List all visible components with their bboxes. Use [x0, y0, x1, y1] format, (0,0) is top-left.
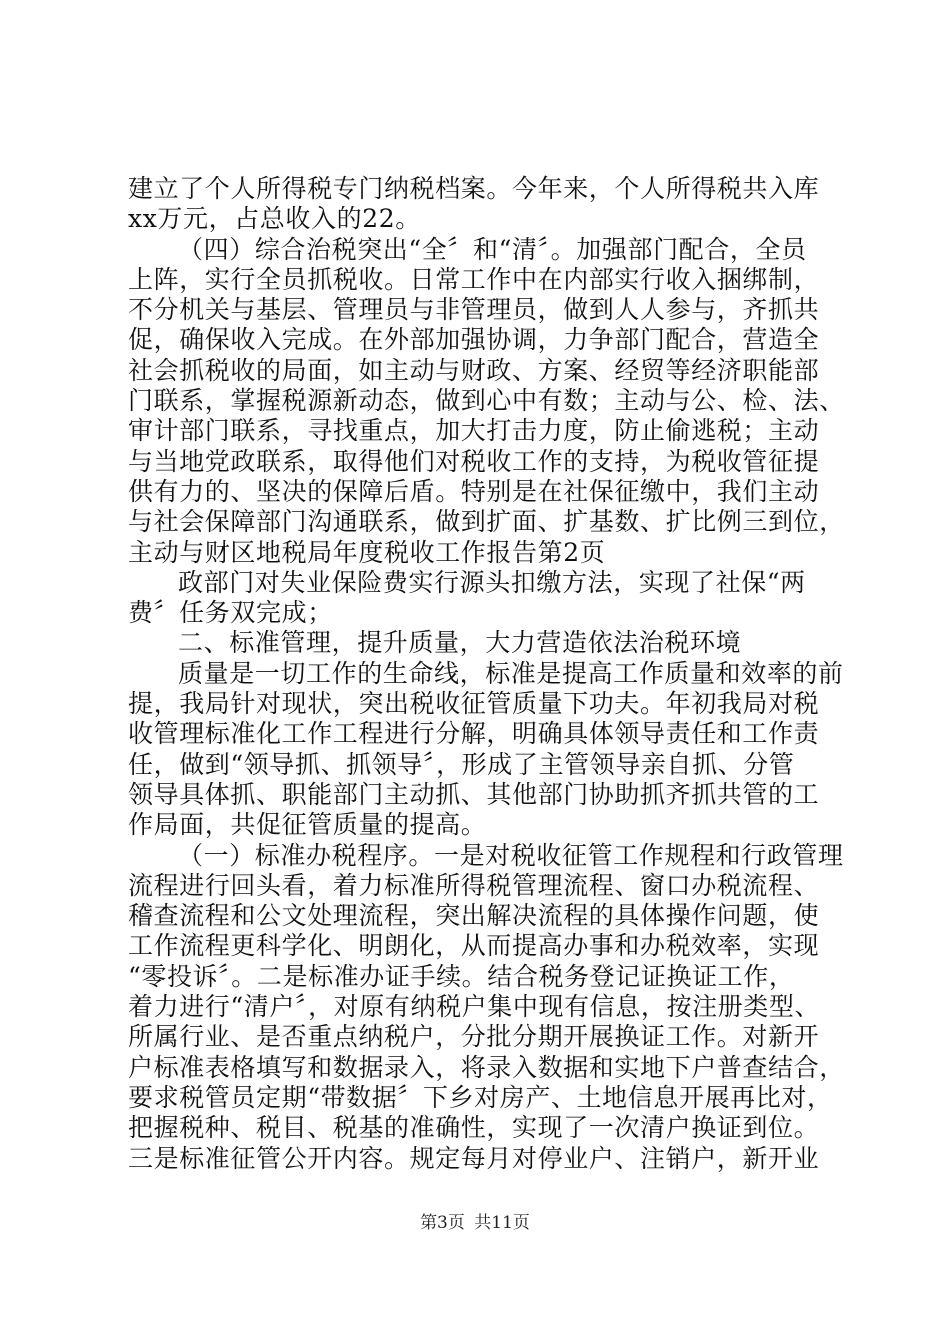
- text-line: 流程进行回头看，着力标准所得税管理流程、窗口办税流程、: [128, 870, 820, 900]
- text-line: 主动与财区地税局年度税收工作报告第2页: [128, 537, 606, 567]
- text-line: 提，我局针对现状，突出税收征管质量下功夫。年初我局对税: [128, 689, 820, 719]
- text-line: 不分机关与基层、管理员与非管理员，做到人人参与，齐抓共: [128, 295, 820, 325]
- text-line: 政部门对失业保险费实行源头扣缴方法，实现了社保“两: [178, 567, 806, 597]
- text-line: “零投诉〞。二是标准办证手续。结合税务登记证换证工作，: [128, 961, 795, 991]
- text-line: 上阵，实行全员抓税收。日常工作中在内部实行收入捆绑制，: [128, 264, 820, 294]
- text-line: （一）标准办税程序。一是对税收征管工作规程和行政管理: [178, 840, 844, 870]
- text-line: 作局面，共促征管质量的提高。: [128, 810, 487, 840]
- text-line: 与社会保障部门沟通联系，做到扩面、扩基数、扩比例三到位，: [128, 507, 845, 537]
- text-line: xx万元，占总收入的22。: [128, 204, 421, 234]
- text-line: 户标准表格填写和数据录入，将录入数据和实地下户普查结合，: [128, 1052, 845, 1082]
- text-line: 所属行业、是否重点纳税户，分批分期开展换证工作。对新开: [128, 1022, 820, 1052]
- page-footer: [0, 1212, 950, 1234]
- text-line: 社会抓税收的局面，如主动与财政、方案、经贸等经济职能部: [128, 355, 820, 385]
- text-line: 质量是一切工作的生命线，标准是提高工作质量和效率的前: [178, 658, 844, 688]
- text-line: 建立了个人所得税专门纳税档案。今年来，个人所得税共入库: [128, 174, 820, 203]
- text-line: 审计部门联系，寻找重点，加大打击力度，防止偷逃税；主动: [128, 416, 820, 446]
- document-body: [128, 174, 845, 1174]
- text-line: 要求税管员定期“带数据〞下乡对房产、土地信息开展再比对，: [128, 1082, 833, 1112]
- text-line: 着力进行“清户〞，对原有纳税户集中现有信息，按注册类型、: [128, 992, 821, 1022]
- page-number: 第3页: [420, 1213, 465, 1233]
- text-line: 促，确保收入完成。在外部加强协调，力争部门配合，营造全: [128, 325, 820, 355]
- text-line: 收管理标准化工作工程进行分解，明确具体领导责任和工作责: [128, 719, 820, 749]
- text-line: 供有力的、坚决的保障后盾。特别是在社保征缴中，我们主动: [128, 476, 820, 506]
- text-line: 把握税种、税目、税基的准确性，实现了一次清户换证到位。: [128, 1113, 820, 1143]
- text-line: 稽查流程和公文处理流程，突出解决流程的具体操作问题，使: [128, 901, 820, 931]
- text-line: 与当地党政联系，取得他们对税收工作的支持，为税收管征提: [128, 446, 820, 476]
- text-line: 工作流程更科学化、明朗化，从而提高办事和办税效率，实现: [128, 931, 820, 961]
- text-line: 领导具体抓、职能部门主动抓、其他部门协助抓齐抓共管的工: [128, 779, 820, 809]
- page-total: 共11页: [474, 1213, 530, 1233]
- text-line: 任，做到“领导抓、抓领导〞，形成了主管领导亲自抓、分管: [128, 749, 795, 779]
- text-line: 费〞任务双完成；: [128, 598, 333, 628]
- text-line: 三是标准征管公开内容。规定每月对停业户、注销户，新开业: [128, 1143, 820, 1173]
- text-line: （四）综合治税突出“全〞和“清〞。加强部门配合，全员: [178, 234, 807, 264]
- text-line: 门联系，掌握税源新动态，做到心中有数；主动与公、检、法、: [128, 386, 845, 416]
- text-line: 二、标准管理，提升质量，大力营造依法治税环境: [178, 628, 742, 658]
